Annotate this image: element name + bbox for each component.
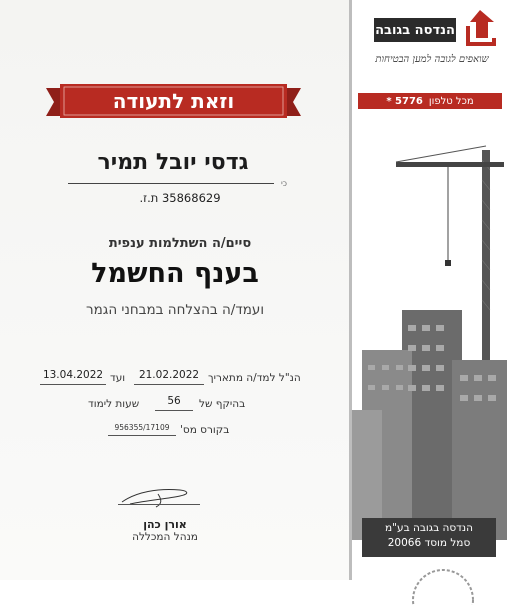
signature-line [118,504,200,505]
ki-label: כי [281,179,288,188]
end-date: 13.04.2022 [42,369,104,381]
studied-from-label: הנ"ל למד/ה מתאריך [208,372,301,384]
passed-line: ועמד/ה בהצלחה במבחני הגמר [85,302,265,318]
branch-title: בענף החשמל [91,258,259,289]
course-underline [108,435,176,436]
ribbon-title: וזאת לתעודה [112,89,235,113]
signer-name: אורן כהן [143,518,187,531]
official-seal [408,565,478,605]
id-number: 35868629 [161,191,221,205]
start-date: 21.02.2022 [138,369,200,381]
brand-sidebar [352,0,507,580]
course-number: 956355/17109 [114,423,170,432]
institution-panel [362,518,496,557]
scope-label: בהיקף של [199,398,246,410]
completed-line: סיים/ה השתלמות ענפית [108,236,252,251]
end-date-underline [40,384,106,385]
hours-underline [155,410,193,411]
recipient-name: גדסי יובל תמיר [97,150,249,175]
until-label: ועד [110,372,126,384]
phone-label: מכל טלפון [428,95,474,107]
institution-name: הנדסה בגובה בע"מ [385,522,473,534]
name-underline [68,183,274,184]
company-tagline: שואפים לגובה למען הבטיחות [375,54,489,65]
course-label: בקורס מס' [180,424,230,436]
construction-skyline-illustration [352,110,507,540]
phone-number: 5776 * [386,95,423,107]
hours-label: שעות לימוד [88,398,140,410]
institution-code: סמל מוסד 20066 [387,537,471,549]
start-date-underline [134,384,204,385]
id-row [120,191,240,205]
signer-title: מנהל המכללה [132,531,198,543]
company-logo-icon [460,8,500,48]
hours-value: 56 [167,395,181,407]
phone-band [358,93,502,109]
id-label: ת.ז. [139,191,159,205]
company-name: הנדסה בגובה [374,18,456,42]
signature-graphic [118,480,202,510]
